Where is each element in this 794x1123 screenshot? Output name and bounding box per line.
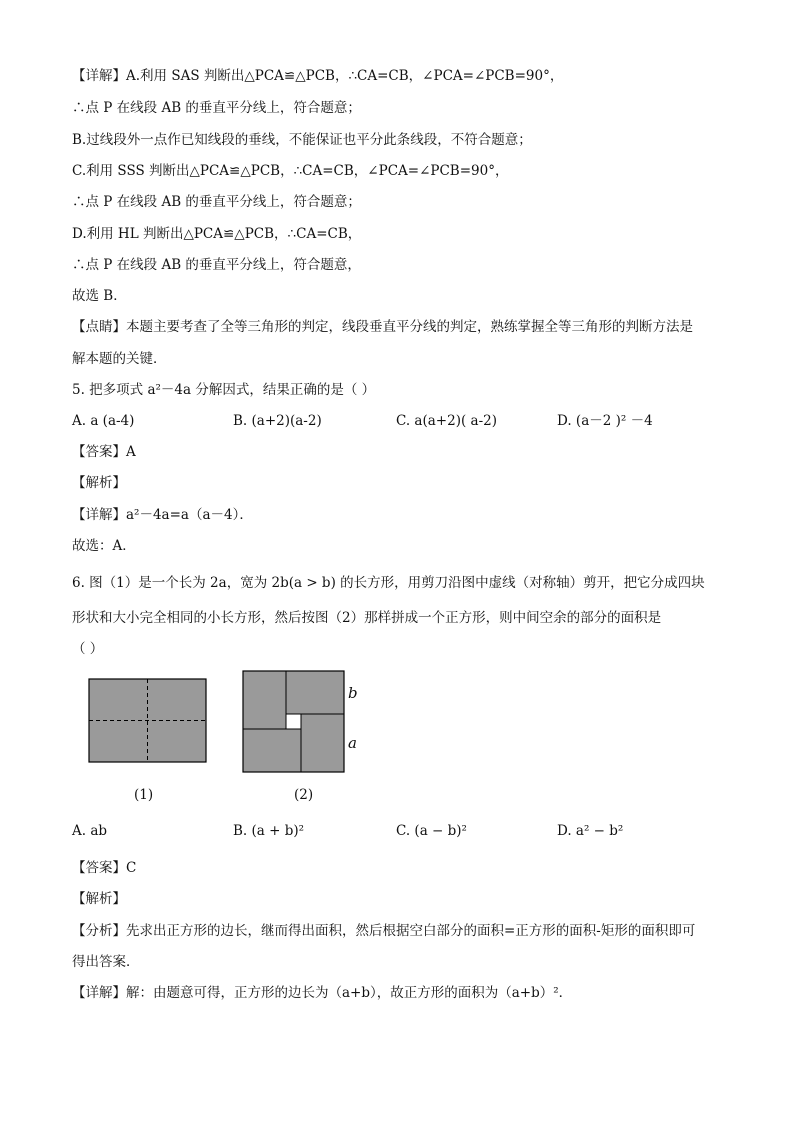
- q5-option-a: A. a (a-4): [72, 413, 135, 429]
- q6-stem-line-3: （ ）: [72, 641, 104, 657]
- figure-1-rectangle: [88, 678, 208, 764]
- solution-line-5: ∴点 P 在线段 AB 的垂直平分线上，符合题意；: [72, 194, 361, 210]
- q6-detail: 【详解】解：由题意可得，正方形的边长为（a+b），故正方形的面积为（a+b）²．: [72, 985, 573, 1001]
- q5-analysis-label: 【解析】: [72, 475, 126, 491]
- q5-stem: 5. 把多项式 a²－4a 分解因式，结果正确的是（ ）: [72, 382, 376, 398]
- fig2-label-a: a: [348, 734, 357, 752]
- solution-line-4: C.利用 SSS 判断出△PCA≌△PCB，∴CA=CB，∠PCA=∠PCB=90°，: [72, 163, 509, 179]
- solution-line-6: D.利用 HL 判断出△PCA≌△PCB，∴CA=CB，: [72, 226, 362, 242]
- q6-analysis-label: 【解析】: [72, 891, 126, 907]
- solution-line-2: ∴点 P 在线段 AB 的垂直平分线上，符合题意；: [72, 100, 361, 116]
- comment-line-2: 解本题的关键．: [72, 351, 167, 367]
- solution-line-1: 【详解】A.利用 SAS 判断出△PCA≌△PCB，∴CA=CB，∠PCA=∠PCB=90°，: [72, 68, 564, 84]
- q5-option-c: C. a(a+2)( a-2): [396, 413, 497, 429]
- fig2-center-hole: [286, 714, 301, 729]
- q5-option-d: D. (a－2 )² －4: [557, 413, 653, 429]
- q6-analysis-line-1: 【分析】先求出正方形的边长，继而得出面积，然后根据空白部分的面积=正方形的面积-矩形的面积即可: [72, 923, 696, 939]
- q6-stem-line-2: 形状和大小完全相同的小长方形，然后按图（2）那样拼成一个正方形，则中间空余的部分的面积是: [72, 610, 662, 626]
- q6-option-a: A. ab: [72, 823, 108, 839]
- q5-detail: 【详解】a²－4a=a（a－4）．: [72, 507, 253, 523]
- q5-choose: 故选：A．: [72, 538, 136, 554]
- solution-line-7: ∴点 P 在线段 AB 的垂直平分线上，符合题意，: [72, 257, 361, 273]
- figure-2-square: [242, 670, 346, 774]
- q6-option-b: B. (a + b)²: [233, 823, 305, 839]
- solution-conclusion: 故选 B．: [72, 288, 127, 304]
- q6-stem-line-1: 6. 图（1）是一个长为 2a，宽为 2b(a > b) 的长方形，用剪刀沿图中虚线（对称轴）剪开，把它分成四块: [72, 575, 705, 591]
- fig1-caption: (1): [134, 787, 154, 803]
- fig2-label-b: b: [348, 684, 358, 702]
- q6-option-c: C. (a − b)²: [396, 823, 467, 839]
- fig2-caption: (2): [294, 787, 314, 803]
- solution-line-3: B.过线段外一点作已知线段的垂线，不能保证也平分此条线段，不符合题意；: [72, 132, 532, 148]
- q6-analysis-line-2: 得出答案．: [72, 954, 140, 970]
- q6-option-d: D. a² − b²: [557, 823, 624, 839]
- comment-line-1: 【点睛】本题主要考查了全等三角形的判定，线段垂直平分线的判定，熟练掌握全等三角形的判断方法是: [72, 319, 693, 335]
- q5-option-b: B. (a+2)(a-2): [233, 413, 322, 429]
- q6-answer: 【答案】C: [72, 860, 137, 876]
- q5-answer: 【答案】A: [72, 444, 136, 460]
